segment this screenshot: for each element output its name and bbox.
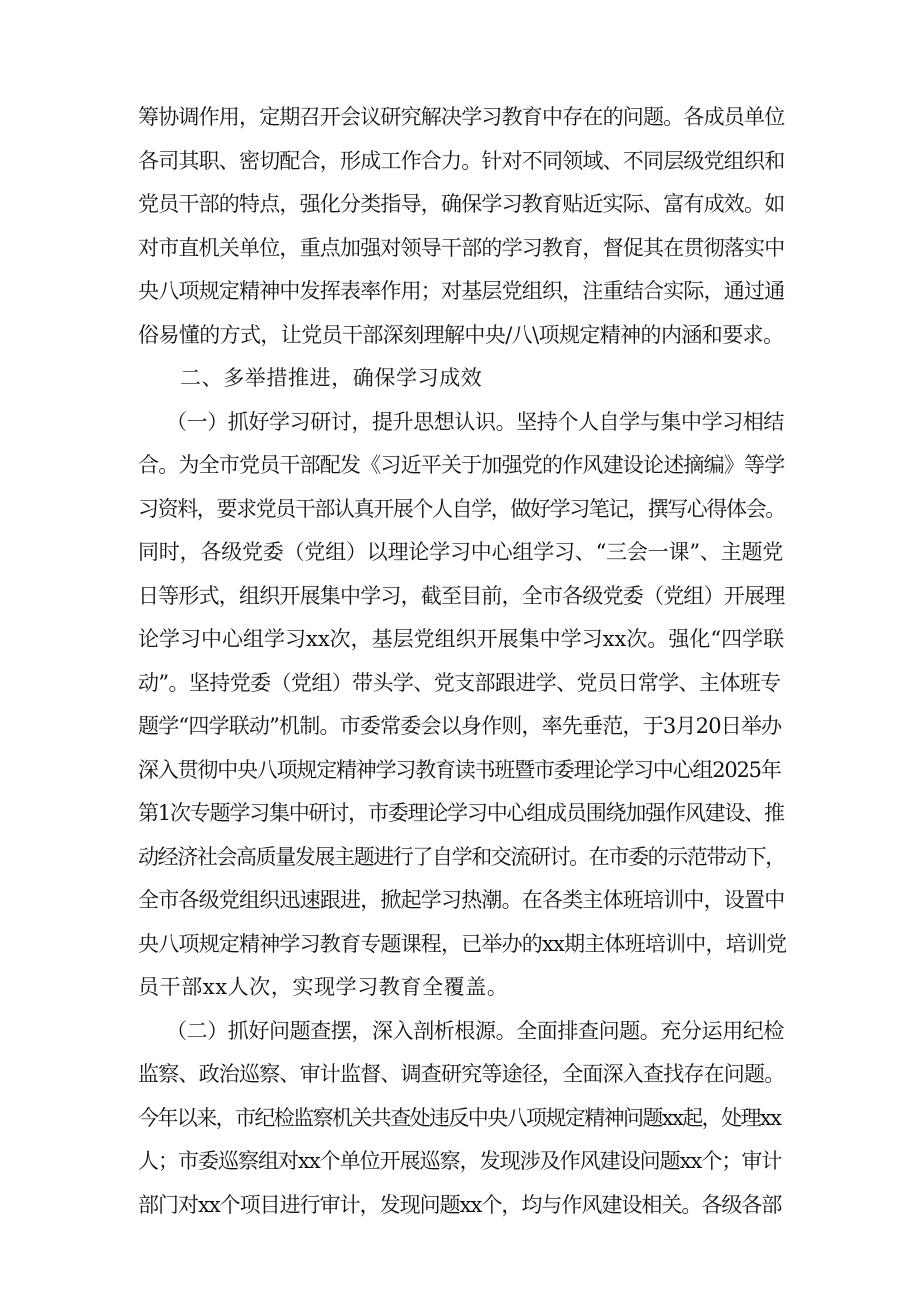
- text-line: 央八项规定精神学习教育专题课程，已举办的xx期主体班培训中，培训党: [138, 931, 787, 956]
- text-line: 动经济社会高质量发展主题进行了自学和交流研讨。在市委的示范带动下，: [138, 844, 785, 869]
- text-line: 深入贯彻中央八项规定精神学习教育读书班暨市委理论学习中心组2025年: [138, 757, 781, 782]
- text-line: 员干部xx人次，实现学习教育全覆盖。: [138, 975, 509, 999]
- text-line: 人；市委巡察组对xx个单位开展巡察，发现涉及作风建设问题xx个；审计: [138, 1149, 782, 1173]
- text-line: 筹协调作用，定期召开会议研究解决学习教育中存在的问题。各成员单位: [138, 105, 785, 129]
- text-line: 动”。坚持党委（党组）带头学、党支部跟进学、党员日常学、主体班专: [138, 670, 781, 695]
- document-body: [138, 96, 786, 1227]
- text-line: 各司其职、密切配合，形成工作合力。针对不同领域、不同层级党组织和: [138, 148, 785, 173]
- text-line: 党员干部的特点，强化分类指导，确保学习教育贴近实际、富有成效。如: [138, 192, 785, 216]
- text-line: 论学习中心组学习xx次，基层党组织开展集中学习xx次。强化“四学联: [138, 627, 785, 651]
- text-line: 央八项规定精神中发挥表率作用；对基层党组织，注重结合实际，通过通: [138, 279, 785, 303]
- text-line: 第1次专题学习集中研讨，市委理论学习中心组成员围绕加强作风建设、推: [138, 801, 784, 825]
- paragraph-start: （二）抓好问题查摆，深入剖析根源。全面排查问题。充分运用纪检: [166, 1018, 784, 1043]
- text-line: 习资料，要求党员干部认真开展个人自学，做好学习笔记，撰写心得体会。: [138, 496, 785, 521]
- text-line: 俗易懂的方式，让党员干部深刻理解中央/八\项规定精神的内涵和要求。: [138, 322, 784, 347]
- text-line: 日等形式，组织开展集中学习，截至目前，全市各级党委（党组）开展理: [138, 583, 785, 608]
- text-line: 监察、政治巡察、审计监督、调查研究等途径，全面深入查找存在问题。: [138, 1062, 785, 1086]
- text-line: 部门对xx个项目进行审计，发现问题xx个，均与作风建设相关。各级各部: [138, 1192, 782, 1217]
- text-line: 今年以来，市纪检监察机关共查处违反中央八项规定精神问题xx起，处理xx: [138, 1105, 781, 1130]
- text-line: 合。为全市党员干部配发《习近平关于加强党的作风建设论述摘编》等学: [138, 453, 785, 477]
- paragraph-start: （一）抓好学习研讨，提升思想认识。坚持个人自学与集中学习相结: [166, 409, 784, 434]
- section-heading: 二、多举措推进，确保学习成效: [180, 366, 483, 390]
- text-line: 对市直机关单位，重点加强对领导干部的学习教育，督促其在贯彻落实中: [138, 235, 785, 260]
- text-line: 全市各级党组织迅速跟进，掀起学习热潮。在各类主体班培训中，设置中: [138, 888, 785, 912]
- text-line: 同时，各级党委（党组）以理论学习中心组学习、“三会一课”、主题党: [138, 540, 784, 564]
- text-line: 题学“四学联动”机制。市委常委会以身作则，率先垂范，于3月20日举办: [138, 714, 782, 738]
